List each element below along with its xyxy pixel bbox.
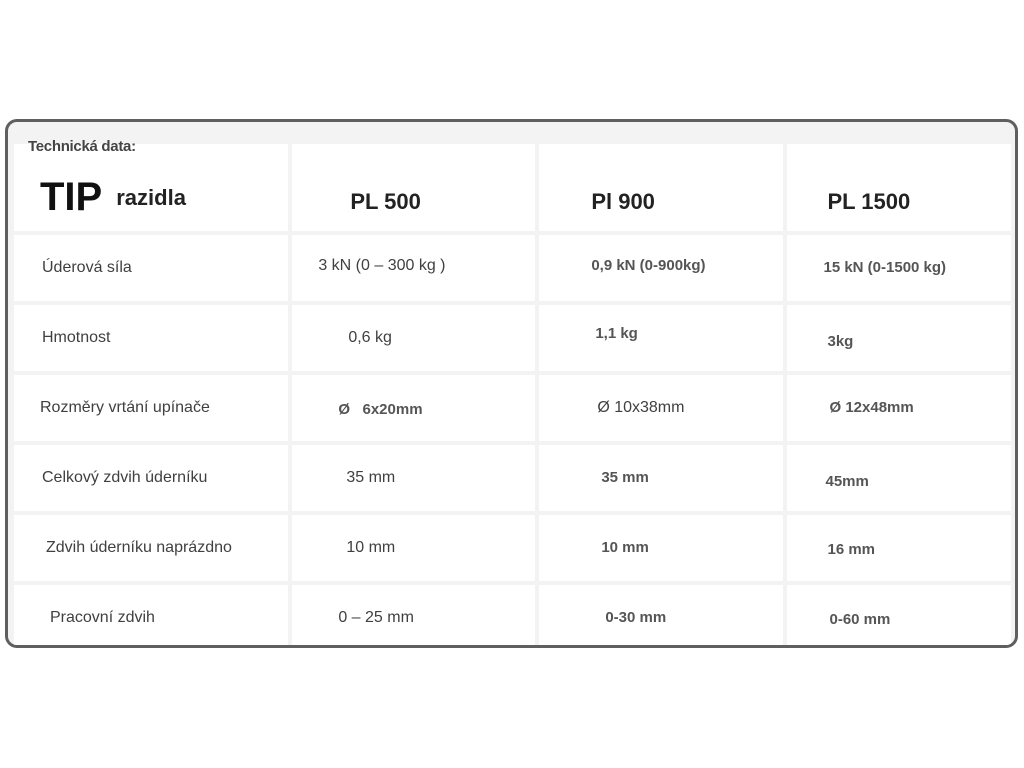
cell-pl1500: 45mm bbox=[787, 445, 1011, 511]
cell-pl500: 3 kN (0 – 300 kg ) bbox=[292, 235, 535, 301]
table-row bbox=[14, 445, 1011, 511]
row-label: Zdvih úderníku naprázdno bbox=[14, 515, 288, 581]
cell-pl1500: 16 mm bbox=[787, 515, 1011, 581]
row-label: Celkový zdvih úderníku bbox=[14, 445, 288, 511]
header-model-pl900: Pl 900 bbox=[539, 144, 783, 231]
cell-pl900: Ø 10x38mm bbox=[539, 375, 783, 441]
cell-pl1500: 0-60 mm bbox=[787, 585, 1011, 648]
header-model-pl500: PL 500 bbox=[292, 144, 535, 231]
cell-pl900: 0,9 kN (0-900kg) bbox=[539, 235, 783, 301]
table-row bbox=[14, 375, 1011, 441]
spec-table bbox=[10, 140, 1015, 648]
header-razidla: razidla bbox=[116, 184, 186, 210]
cell-pl1500: 15 kN (0-1500 kg) bbox=[787, 235, 1011, 301]
row-label: Hmotnost bbox=[14, 305, 288, 371]
cell-pl900: 10 mm bbox=[539, 515, 783, 581]
cell-pl500: 0 – 25 mm bbox=[292, 585, 535, 648]
row-label: Rozměry vrtání upínače bbox=[14, 375, 288, 441]
header-tip: TIP bbox=[40, 175, 103, 219]
cell-pl500: 10 mm bbox=[292, 515, 535, 581]
table-row bbox=[14, 515, 1011, 581]
header-model-pl1500: PL 1500 bbox=[787, 144, 1011, 231]
spec-table-frame bbox=[5, 119, 1018, 648]
table-caption: Technická data: bbox=[28, 138, 136, 155]
row-label: Úderová síla bbox=[14, 235, 288, 301]
row-label: Pracovní zdvih bbox=[14, 585, 288, 648]
cell-pl500: 35 mm bbox=[292, 445, 535, 511]
table-row bbox=[14, 235, 1011, 301]
table-row bbox=[14, 585, 1011, 648]
cell-pl1500: Ø 12x48mm bbox=[787, 375, 1011, 441]
cell-pl1500: 3kg bbox=[787, 305, 1011, 371]
table-row bbox=[14, 305, 1011, 371]
cell-pl500: Ø 6x20mm bbox=[292, 375, 535, 441]
cell-pl900: 1,1 kg bbox=[539, 305, 783, 371]
cell-pl900: 35 mm bbox=[539, 445, 783, 511]
header-type-cell bbox=[14, 144, 288, 231]
cell-pl500: 0,6 kg bbox=[292, 305, 535, 371]
table-header-row bbox=[14, 144, 1011, 231]
cell-pl900: 0-30 mm bbox=[539, 585, 783, 648]
